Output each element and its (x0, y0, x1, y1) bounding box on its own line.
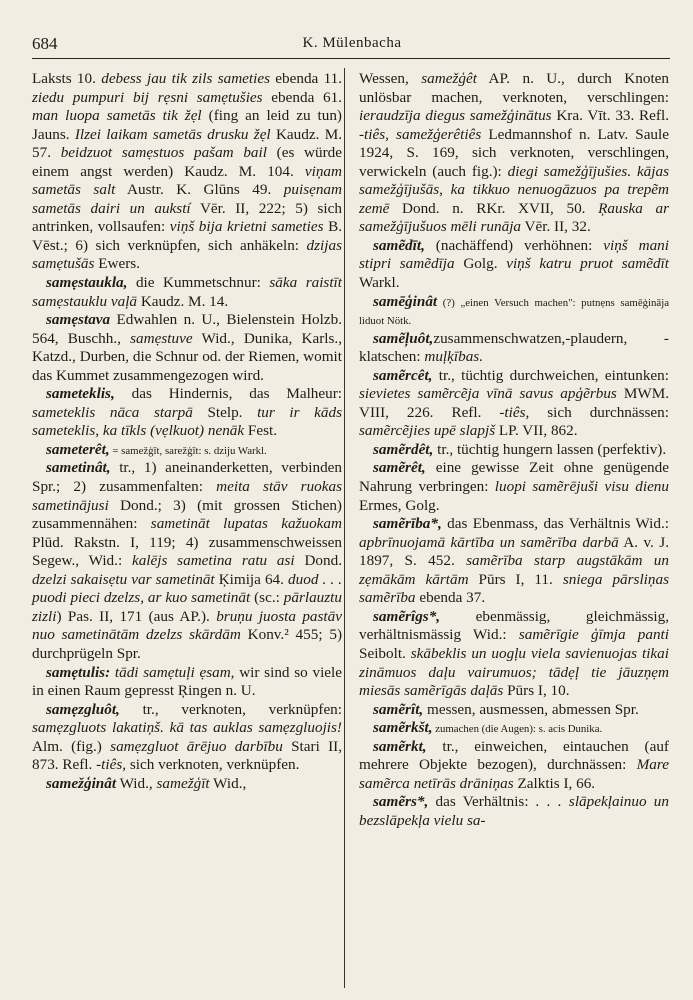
latvian-example: luopi samẽrējuši visu dienu (494, 478, 669, 496)
dictionary-entry (32, 70, 342, 274)
dictionary-entry (359, 459, 669, 515)
latvian-example: man luopa sametās tik žẹl (32, 107, 202, 125)
entry-text: A. v. J. 1897, S. 452. (359, 533, 669, 570)
latvian-example: sametināt lupatas kažuokam (150, 515, 342, 533)
latvian-example: sievietes samẽrcẽja vīnā savus apģẽrbus (359, 385, 617, 403)
dictionary-entry (32, 664, 342, 701)
dictionary-entry (32, 775, 342, 794)
dictionary-entry (32, 459, 342, 663)
entry-text: Ewers. (94, 255, 141, 273)
page-number: 684 (32, 34, 58, 53)
page-header (32, 32, 672, 56)
latvian-example: Ilzei laikam sametās drusku žẹl (74, 125, 271, 143)
entry-headword: samẽrcêt, (373, 366, 433, 384)
entry-text: Fest. (244, 422, 278, 440)
entry-text: tr., tüchtig durchweichen, eintunken: (432, 366, 669, 384)
entry-text: Warkl. (359, 274, 400, 292)
latvian-example: samẹzgluots lakatiņš. kā tas auklas samẹzgluojis! (32, 719, 342, 737)
entry-text: Seibolt. (359, 644, 411, 662)
latvian-example: -tiês, samežģerêtiês (359, 125, 482, 143)
dictionary-entry (359, 367, 669, 441)
latvian-example: -tiês, (499, 403, 530, 421)
dictionary-entry (359, 441, 669, 460)
dictionary-entry (32, 385, 342, 441)
entry-text: tr., einweichen, eintauchen (auf mehrere Objekte bezogen), durchnässen: (359, 737, 669, 774)
latvian-example: Ŗauska ar samežģījušuos mēli runāja (359, 199, 669, 236)
entry-headword: samẽrkšt, (373, 719, 433, 737)
entry-text: Stari II, 873. Refl. (32, 737, 342, 774)
entry-headword: samẽdīt, (373, 236, 425, 254)
entry-text: (sc.: (250, 589, 284, 607)
latvian-example: sniega pārsliņas samẽrība (359, 570, 670, 607)
entry-headword: sameteklis, (46, 385, 115, 403)
latvian-example: Mare samẽrca netīrās drāniņas (359, 756, 669, 792)
entry-text: Zalktis I, 66. (513, 774, 596, 792)
latvian-example: ziedu pumpuri bij rẹsni samẹtušies (32, 88, 263, 106)
entry-text: sich durchnässen: (529, 403, 669, 421)
dictionary-entry (359, 515, 669, 608)
entry-text: eine gewisse Zeit ohne genügende Nahrung verbringen: (359, 459, 669, 496)
latvian-example: pārlauztu zizli (32, 589, 342, 625)
entry-text: Dond. (294, 552, 342, 570)
dictionary-entry (359, 793, 669, 830)
entry-headword: samẽrība*, (373, 515, 442, 533)
entry-text: Stelp. (192, 403, 258, 421)
entry-headword: samẽrs*, (373, 793, 429, 811)
entry-note-small: (?) „einen Versuch machen": putnẹns samēģināja lìduot Nötk. (359, 296, 669, 328)
entry-text: MWM. VIII, 226. Refl. (359, 385, 669, 421)
entry-text: Vēr. II, 222; 5) sich antrinken, vollsaufen: (32, 199, 342, 236)
entry-text: AP. n. U., durch Knoten unlösbar machen, verknoten, verschlingen: (359, 70, 670, 106)
latvian-example: dzijas samẹtušās (32, 236, 342, 273)
dictionary-entry (359, 608, 669, 701)
entry-text: ebenda 37. (415, 589, 486, 607)
latvian-example: muļķības. (424, 348, 484, 366)
left-column (32, 70, 342, 793)
entry-text: (fing an leid zu tun) Jauns. (32, 107, 342, 143)
latvian-example: tādi samẹtuļi ẹsam, (114, 663, 235, 681)
dictionary-entry (359, 330, 669, 367)
header-rule (32, 58, 670, 59)
entry-headword: samẹstava (46, 311, 111, 329)
entry-text: Ķimija 64. (214, 570, 289, 588)
latvian-example: debess jau tik zils sameties (101, 70, 270, 87)
entry-text: (es würde einem angst werden) Kaudz. M. 104. (32, 144, 342, 180)
dictionary-entry (359, 237, 669, 293)
latvian-example: beidzuot samẹstuos pašam bail (60, 144, 267, 162)
latvian-example: skābeklis un uogļu viela savienuojas tikai zināmuos daļu vairumuos; tādẹļ tie jāuzņẹm miesās samẽrīgās daļās (359, 644, 669, 700)
entry-text: das Hindernis, das Malheur: (114, 385, 342, 403)
entry-text: B. Vēst.; 6) sich verknüpfen, sich anhäkeln: (32, 218, 342, 254)
latvian-example: kalējs sametina ratu asi (131, 552, 295, 570)
entry-text: die Kummetschnur: (127, 274, 270, 292)
entry-headword: samẽrîgs*, (373, 607, 441, 625)
entry-text: Austr. K. Glūns 49. (115, 181, 284, 199)
entry-text: Golg. (454, 255, 507, 273)
entry-text: ) Pas. II, 171 (aus AP.). (56, 607, 217, 625)
entry-text: Wessen, (359, 70, 422, 87)
entry-text: zusammenschwatzen,-plaudern, -klatschen: (359, 329, 669, 366)
latvian-example: apbrīnuojamā kārtība un samẽrība darbā (359, 533, 619, 551)
entry-text: (nachäffend) verhöhnen: (424, 236, 604, 254)
entry-text: Pūrs I, 10. (503, 682, 570, 700)
entry-text: Ledmannshof n. Latv. Saule 1924, S. 169, sich verknoten, verschlingen, verwickeln (auch fig.): (359, 125, 669, 180)
dictionary-entry (359, 293, 669, 330)
entry-text: Wid., (209, 774, 247, 792)
latvian-example: puisẹnam sametās dairi un aukstí (32, 181, 342, 217)
entry-headword: samẽrît, (373, 700, 424, 718)
latvian-example: samẽrīgie ģīmja panti (518, 626, 670, 644)
latvian-example: samẹzgluot ārējuo darbību (110, 737, 283, 755)
entry-text: Vēr. II, 32. (521, 218, 591, 236)
entry-headword: samēģinât (373, 292, 438, 310)
entry-headword: sameterêt, (46, 440, 110, 458)
entry-headword: samẹzgluôt, (46, 700, 120, 718)
latvian-example: samežģêt (421, 70, 477, 87)
entry-text: Pūrs I, 11. (468, 570, 563, 588)
entry-headword: samẹtulis: (46, 663, 111, 681)
latvian-example: samẽrība starp augstākām un zẹmākām kārtām (359, 552, 669, 588)
dictionary-entry (359, 719, 669, 738)
latvian-example: dzelzi sakaisẹtu var sametināt (32, 570, 215, 588)
entry-headword: samežģinât (46, 774, 117, 792)
dictionary-entry (32, 701, 342, 775)
latvian-example: tur ir kāds sameteklis, ka tīkls (vẹlkuot) nenāk (32, 403, 342, 440)
dictionary-entry (359, 701, 669, 720)
entry-text: Ermes, Golg. (359, 496, 440, 514)
entry-headword: samẽrêt, (373, 459, 426, 477)
entry-text: wir sind so viele in einen Raum gepresst Ŗingen n. U. (32, 663, 342, 700)
entry-text: Edwahlen n. U., Bielenstein Holzb. 564, Buschh., (32, 311, 342, 347)
entry-text: tr., tüchtig hungern lassen (perfektiv). (433, 440, 667, 458)
entry-note-small: = samežģīt, sarežģīt: s. dziju Warkl. (109, 444, 267, 457)
entry-text: das Verhältnis: (428, 793, 536, 811)
right-column (359, 70, 669, 830)
entry-text: das Ebenmass, das Verhältnis Wid.: (441, 515, 669, 533)
latvian-example: sameteklis nāca starpā (32, 403, 193, 421)
entry-text: messen, ausmessen, abmessen Spr. (423, 700, 639, 718)
entry-text: tr., verknoten, verknüpfen: (119, 700, 342, 718)
entry-text: Kaudz. M. 14. (137, 292, 229, 310)
latvian-example: samežģīt (156, 774, 210, 792)
entry-text: Alm. (fig.) (32, 737, 111, 755)
dictionary-entry (32, 311, 342, 385)
entry-text: ebenda 11. (270, 70, 342, 87)
latvian-example: ieraudzīja diegus samežģinātus (359, 107, 552, 125)
latvian-example: viņš katru pruot samẽdīt (506, 255, 669, 273)
running-head: K. Mülenbacha (302, 35, 402, 51)
dictionary-entry (32, 441, 342, 460)
entry-text: ebenmässig, gleichmässig, verhältnismässig Wid.: (359, 607, 669, 644)
entry-text: Kaudz. M. 57. (32, 125, 342, 162)
latvian-example: bruņu juosta pastāv nuo sametinātām dzelzs skārdām (32, 607, 342, 644)
latvian-example: . . . slāpekļainuo un bezslāpekļa vielu sa- (359, 793, 669, 829)
entry-text: Konv.² 455; 5) durchprügeln Spr. (32, 626, 343, 662)
latvian-example: -tiês, (96, 756, 127, 774)
entry-headword: sametinât, (46, 459, 111, 477)
entry-text: Kra. Vīt. 33. Refl. (551, 107, 669, 125)
entry-text: Laksts 10. (32, 70, 102, 87)
dictionary-entry (359, 70, 669, 237)
latvian-example: sāka raistīt samẹstauklu vaļā (32, 274, 342, 310)
dictionary-entry (32, 274, 342, 311)
entry-headword: samẽrkt, (373, 737, 427, 755)
entry-text: Dond. n. RKr. XVII, 50. (389, 199, 599, 217)
column-divider (344, 68, 345, 988)
latvian-example: meita stāv ruokas sametinājusi (32, 478, 342, 514)
latvian-example: diegi samežģījušies. kājas samežģījušās, ka tikkuo nenuogāzuos pa trepẽm zemē (359, 162, 670, 217)
entry-text: tr., 1) aneinanderketten, verbinden Spr.; 2) zusammenfalten: (32, 459, 342, 496)
entry-text: LP. VII, 862. (495, 422, 578, 440)
entry-headword: samẽļuôt, (373, 329, 434, 347)
entry-headword: samẽrdêt, (373, 440, 434, 458)
latvian-example: viņam sametās salt (32, 162, 342, 199)
dictionary-entry (359, 738, 669, 794)
latvian-example: viņš mani stipri samẽdīja (359, 236, 669, 273)
entry-text: Dond.; 3) (mit grossen Stichen) zusammennähen: (32, 496, 342, 533)
entry-text: ebenda 61. (262, 88, 342, 106)
latvian-example: samẹstuve (130, 329, 193, 347)
entry-text: sich verknoten, verknüpfen. (126, 756, 300, 774)
entry-note-small: zumachen (die Augen): s. acis Dunika. (432, 723, 603, 736)
entry-text: Wid., (116, 774, 157, 792)
latvian-example: samẽrcẽjies upē slapjš (359, 422, 496, 440)
entry-headword: samẹstaukla, (46, 274, 128, 292)
latvian-example: viņš bija krietni sameties (169, 218, 324, 236)
latvian-example: duod . . . puodi pieci dzelzs, ar kuo sametināt (32, 570, 343, 607)
entry-text: Plūd. Rakstn. I, 119; 4) zusammenschweissen Segew., Wid.: (32, 533, 342, 570)
entry-text: Wid., Dunika, Karls., Katzd., Durben, die Schnur od. der Riemen, womit das Kummet zusammengezogen wird. (32, 329, 343, 384)
